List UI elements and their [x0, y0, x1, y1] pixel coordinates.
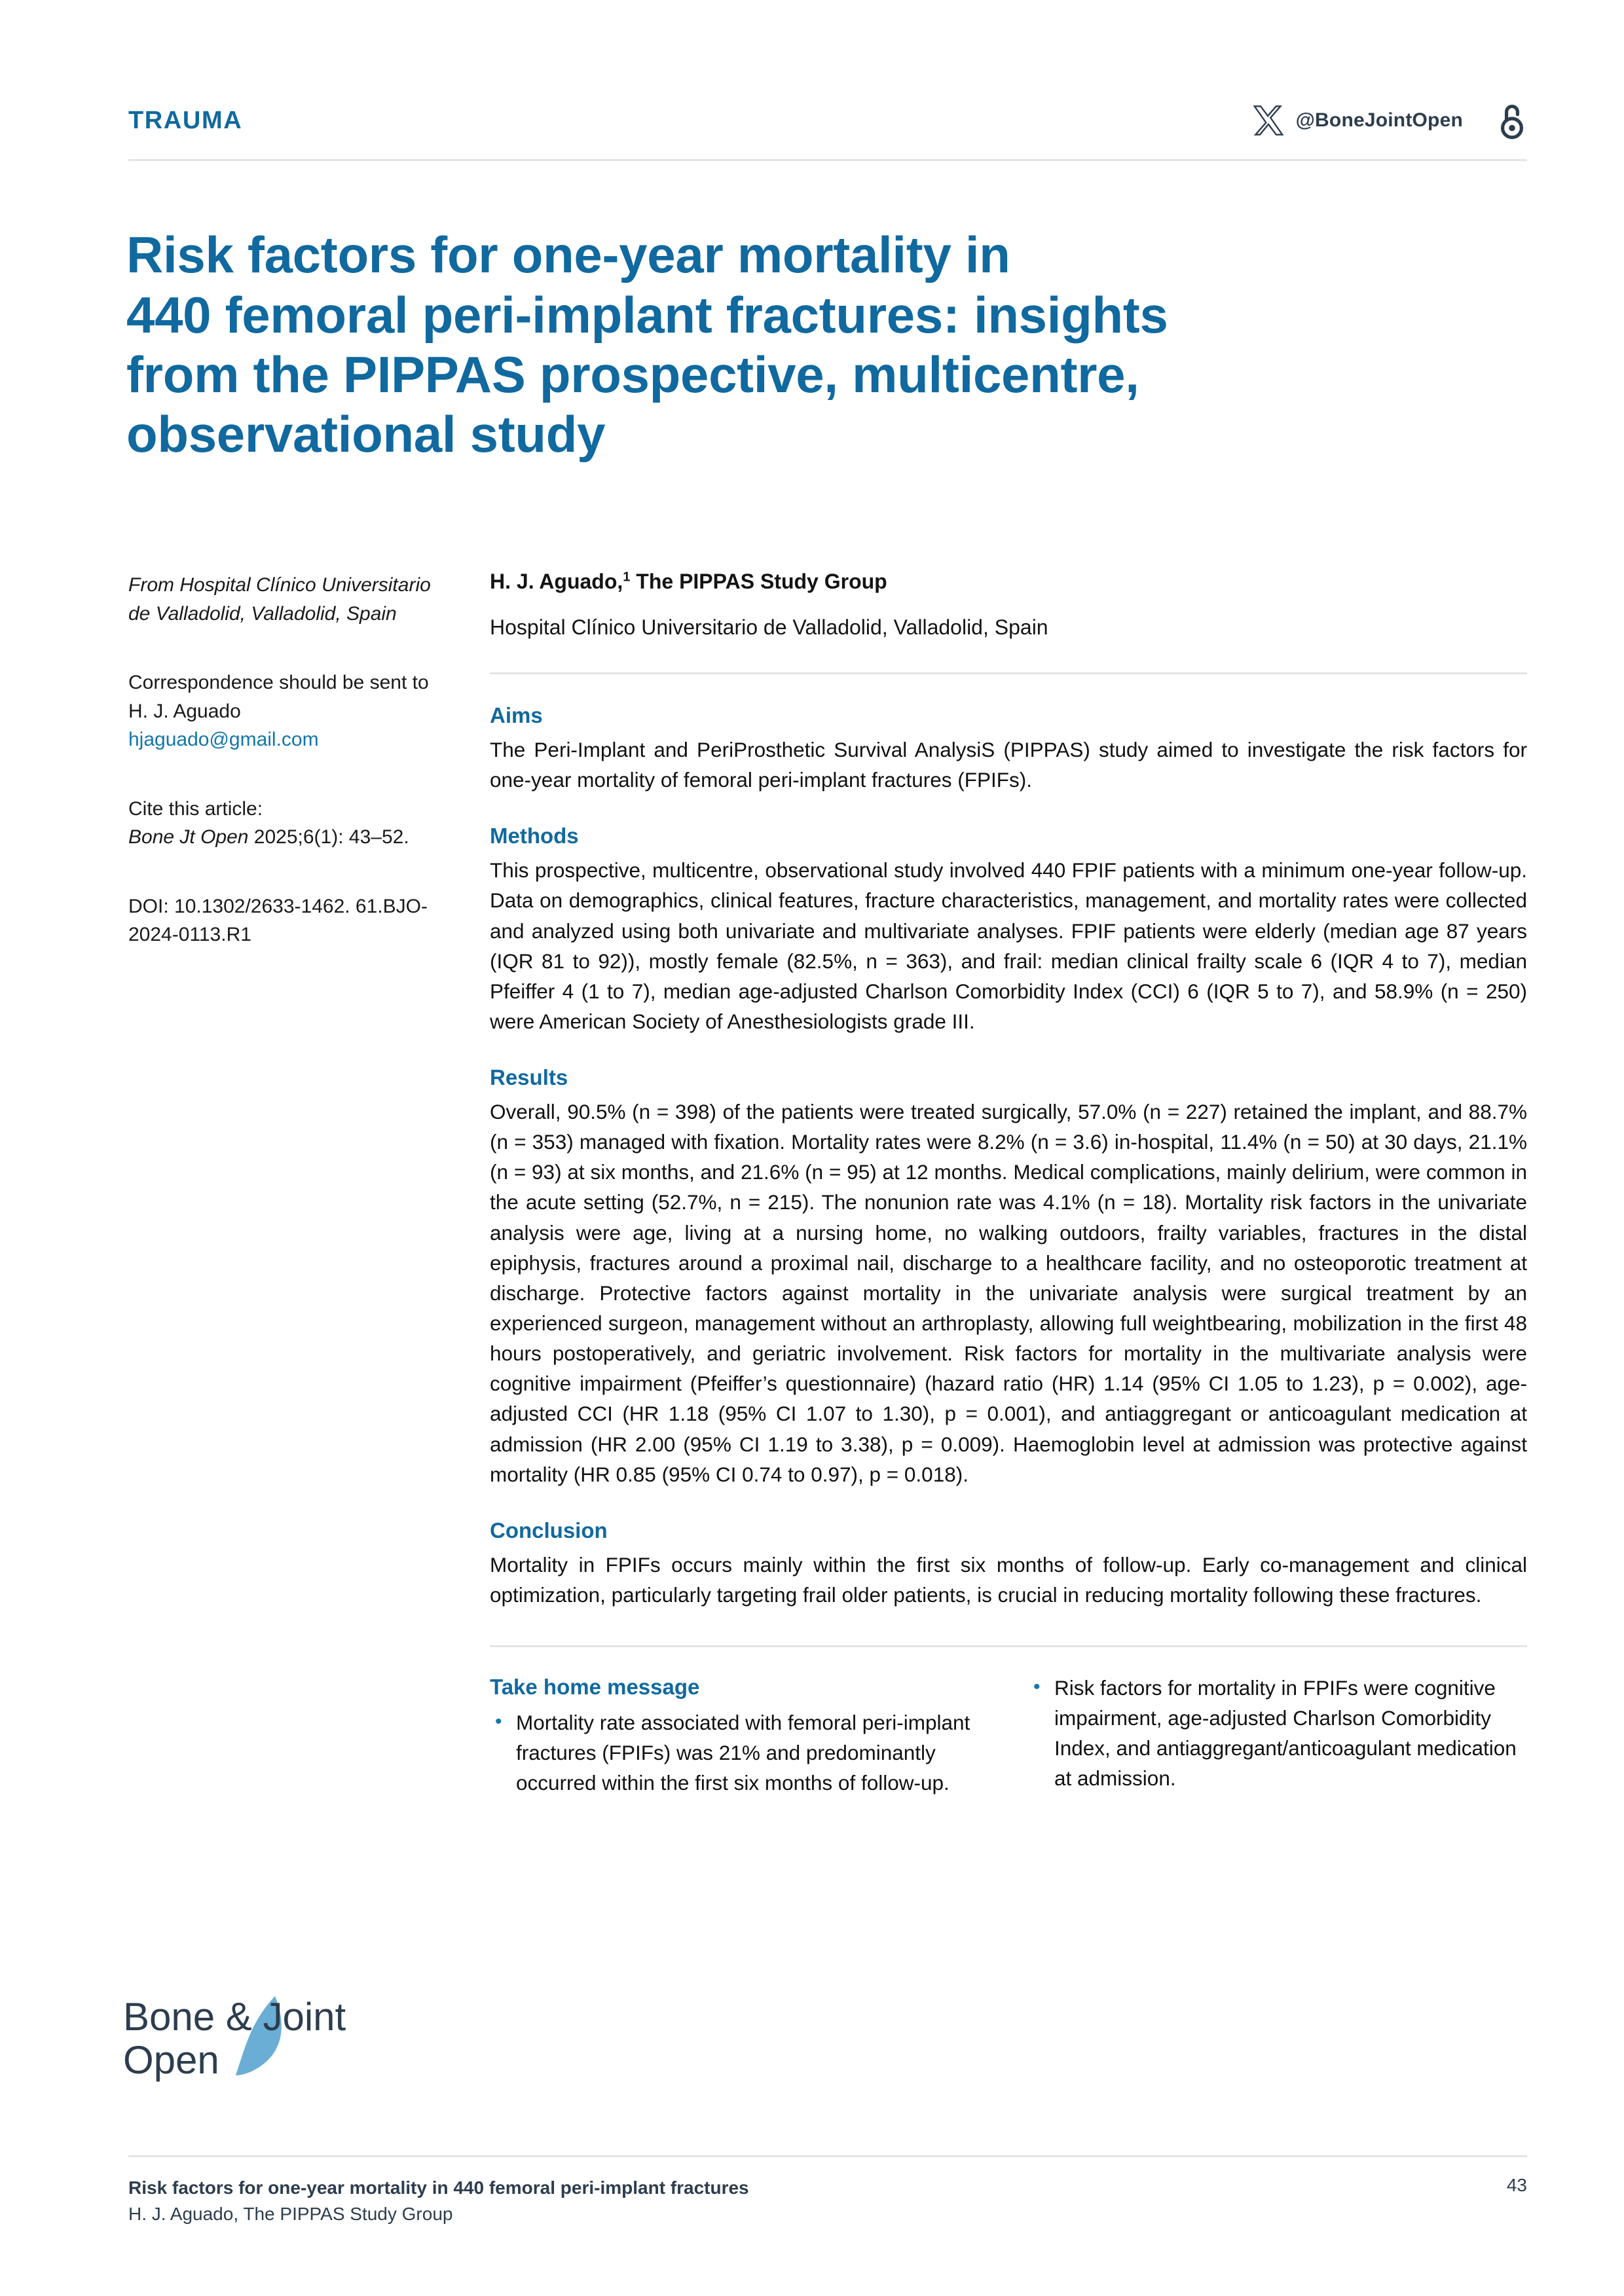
masthead-right	[1251, 100, 1527, 141]
footer-article-title: Risk factors for one-year mortality in 440 femoral peri-implant fractures	[128, 2178, 749, 2198]
title-line-2: 440 femoral peri-implant fractures: insights	[126, 285, 1168, 344]
author-affiliation: Hospital Clínico Universitario de Valladolid, Valladolid, Spain	[490, 615, 1048, 639]
masthead	[128, 97, 1527, 144]
abstract-body-methods: This prospective, multicentre, observational study involved 440 FPIF patients with a minimum one-year follow-up. Data on demographics, clinical features, fracture characteristics, management, and mortality rates were collected and analyzed using both univariate and multivariate analyses. FPIF patients were elderly (median age 87 years (IQR 81 to 92)), mostly female (82.5%, n = 363), and frail: median clinical frailty scale 6 (IQR 4 to 7), median Pfeiffer 4 (1 to 7), median age-adjusted Charlson Comorbidity Index (CCI) 6 (IQR 5 to 7), and 58.9% (n = 250) were American Society of Anesthesiologists grade III.	[490, 858, 1527, 1033]
sidebar-doi[interactable]: DOI: 10.1302/2633-1462. 61.BJO-2024-0113.R1	[128, 895, 428, 945]
page-number: 43	[1506, 2175, 1527, 2195]
list-item: • Mortality rate associated with femoral peri-implant fractures (FPIFs) was 21% and predominantly occurred within the first six months of follow-up.	[490, 1708, 989, 1798]
sidebar-correspondence	[128, 668, 436, 754]
footer-authors: H. J. Aguado, The PIPPAS Study Group	[128, 2203, 453, 2224]
list-item: • Risk factors for mortality in FPIFs were cognitive impairment, age-adjusted Charlson Comorbidity Index, and antiaggregant/anticoagulant medication at admission.	[1028, 1673, 1527, 1794]
cite-journal: Bone Jt Open	[128, 826, 249, 848]
social-handle-label: @BoneJointOpen	[1295, 109, 1463, 131]
logo-line-1: Bone & Joint	[123, 1995, 346, 2039]
page-footer	[128, 2175, 1527, 2227]
take-home-column-left	[490, 1673, 989, 1798]
title-line-4: observational study	[126, 405, 606, 463]
abstract-section-results	[490, 1064, 1527, 1489]
take-home-list-right	[1028, 1673, 1527, 1794]
abstract-section-conclusion	[490, 1517, 1527, 1610]
take-home-message	[490, 1645, 1527, 1798]
abstract-body-results: Overall, 90.5% (n = 398) of the patients were treated surgically, 57.0% (n = 227) retained the implant, and 88.7% (n = 353) managed with fixation. Mortality rates were 8.2% (n = 3.6) in-hospital, 11.4% (n = 50) at 30 days, 21.1% (n = 93) at six months, and 21.6% (n = 95) at 12 months. Medical complications, mainly delirium, were common in the acute setting (52.7%, n = 215). The nonunion rate was 4.1% (n = 18). Mortality risk factors in the univariate analysis were age, living at a nursing home, no walking outdoors, frailty variables, fractures in the distal epiphysis, fractures around a proximal nail, discharge to a healthcare facility, and no osteoporotic treatment at discharge. Protective factors against mortality in the univariate analysis were surgical treatment by an experienced surgeon, management without an arthroplasty, allowing full weightbearing, mobilization in the first 48 hours postoperatively, and geriatric involvement. Risk factors for mortality in the multivariate analysis were cognitive impairment (Pfeiffer’s questionnaire) (hazard ratio (HR) 1.14 (95% CI 1.05 to 1.23), p = 0.002), age-adjusted CCI (HR 1.18 (95% CI 1.07 to 1.30), p = 0.001), and antiaggregant or anticoagulant medication at admission (HR 2.00 (95% CI 1.19 to 3.38), p = 0.009). Haemoglobin level at admission was protective against mortality (HR 0.85 (95% CI 0.74 to 0.97), p = 0.018).	[490, 1099, 1527, 1486]
cite-details: 2025;6(1): 43–52.	[248, 826, 409, 848]
abstract-heading-methods: Methods	[490, 824, 579, 848]
take-home-divider	[490, 1645, 1527, 1647]
x-logo-icon	[1251, 103, 1285, 137]
cite-line	[128, 823, 436, 852]
author-name: H. J. Aguado,	[490, 570, 623, 593]
take-home-list-left	[490, 1708, 989, 1798]
author-group: The PIPPAS Study Group	[630, 570, 887, 593]
abstract-body-aims: The Peri-Implant and PeriProsthetic Survival AnalysiS (PIPPAS) study aimed to investigate the risk factors for one-year mortality of femoral peri-implant fractures (FPIFs).	[490, 738, 1527, 792]
correspondence-text: Correspondence should be sent to H. J. Aguado	[128, 672, 429, 722]
open-access-icon	[1497, 100, 1527, 141]
bone-and-joint-open-logo	[123, 1987, 405, 2105]
footer-left	[128, 2175, 749, 2227]
take-home-columns	[490, 1673, 1527, 1798]
abstract-section-aims	[490, 702, 1527, 795]
title-line-3: from the PIPPAS prospective, multicentre,	[126, 345, 1139, 403]
sidebar-citation	[128, 795, 436, 852]
header-divider	[128, 159, 1527, 161]
page-title	[126, 225, 1488, 464]
abstract-heading-conclusion: Conclusion	[490, 1518, 608, 1542]
author-byline	[490, 568, 1527, 596]
take-home-heading: Take home message	[490, 1674, 700, 1699]
cite-label: Cite this article:	[128, 797, 263, 820]
logo-line-2: Open	[123, 2038, 219, 2082]
abstract-section-methods	[490, 822, 1527, 1036]
sidebar	[128, 571, 436, 949]
abstract-heading-results: Results	[490, 1065, 568, 1090]
footer-divider	[128, 2155, 1527, 2157]
correspondence-email-link[interactable]: hjaguado@gmail.com	[128, 729, 319, 750]
social-link[interactable]	[1251, 103, 1463, 137]
title-line-1: Risk factors for one-year mortality in	[126, 226, 1010, 284]
sidebar-from-affiliation: From Hospital Clínico Universitario de Valladolid, Valladolid, Spain	[128, 574, 431, 625]
abstract-divider	[490, 672, 1527, 674]
abstract-body-conclusion: Mortality in FPIFs occurs mainly within the first six months of follow-up. Early co-management and clinical optimization, particularly targeting frail older patients, is crucial in reducing mortality following these fractures.	[490, 1552, 1527, 1607]
main-column	[490, 568, 1527, 1798]
section-tag: TRAUMA	[128, 107, 243, 134]
author-affiliation-marker: 1	[623, 570, 631, 585]
take-home-column-right	[1028, 1673, 1527, 1798]
abstract-heading-aims: Aims	[490, 703, 543, 728]
